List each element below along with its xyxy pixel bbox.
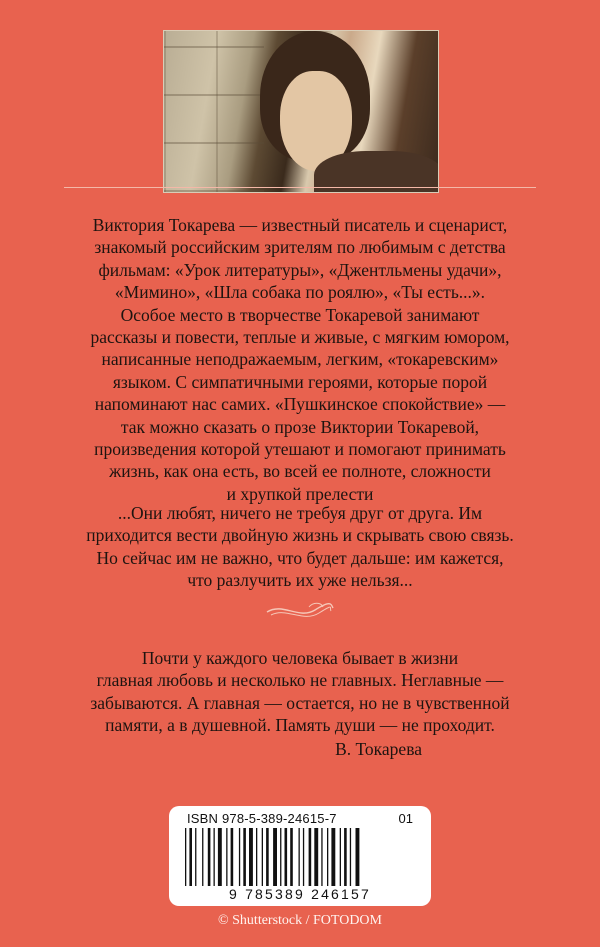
barcode-bars xyxy=(183,828,417,886)
barcode-bar xyxy=(290,828,293,886)
excerpt-line: приходится вести двойную жизнь и скрывать свою связь. xyxy=(86,525,514,546)
quote-line: Почти у каждого человека бывает в жизни xyxy=(141,648,459,668)
bio-line: напоминают нас самих. «Пушкинское спокойствие» — xyxy=(94,394,506,415)
barcode-bar xyxy=(249,828,253,886)
quote-paragraph xyxy=(64,647,536,737)
barcode-bar xyxy=(309,828,312,886)
barcode-bar xyxy=(340,828,341,886)
barcode-bar xyxy=(285,828,288,886)
photo-credit: © Shutterstock / FOTODOM xyxy=(218,913,382,928)
barcode-bar xyxy=(218,828,222,886)
excerpt-paragraph xyxy=(64,502,536,592)
bio-line: знакомый российским зрителям по любимым с детства xyxy=(94,237,506,258)
barcode-bar xyxy=(262,828,263,886)
bio-line: так можно сказать о прозе Виктории Токаревой, xyxy=(120,416,480,437)
bio-paragraph xyxy=(64,214,536,505)
barcode-bar xyxy=(273,828,277,886)
bio-line: и хрупкой прелести xyxy=(226,483,374,504)
author-signature: В. Токарева xyxy=(335,739,422,759)
barcode-bar xyxy=(202,828,203,886)
bio-line: написанные неподражаемым, легким, «токаревским» xyxy=(101,349,499,370)
quote-line: главная любовь и несколько не главных. Неглавные — xyxy=(96,670,504,691)
barcode-bar xyxy=(331,828,335,886)
barcode-bar xyxy=(208,828,211,886)
quote-line: забываются. А главная — остается, но не в чувственной xyxy=(90,692,510,713)
price-code: 01 xyxy=(398,811,413,826)
barcode-bar xyxy=(256,828,257,886)
bio-line: Особое место в творчестве Токаревой занимают xyxy=(120,304,480,325)
isbn-label: ISBN 978-5-389-24615-7 xyxy=(187,811,337,826)
barcode-bar xyxy=(214,828,215,886)
barcode-bar xyxy=(327,828,328,886)
barcode-bar xyxy=(189,828,192,886)
flourish-ornament-icon xyxy=(265,598,335,622)
bio-line: произведения которой утешают и помогают принимать xyxy=(94,439,506,460)
barcode-bar xyxy=(195,828,196,886)
bio-line: Виктория Токарева — известный писатель и сценарист, xyxy=(92,215,508,235)
barcode-bar xyxy=(226,828,227,886)
barcode-bar xyxy=(239,828,240,886)
barcode-bar xyxy=(185,828,186,886)
barcode-bar xyxy=(243,828,246,886)
bio-line: рассказы и повести, теплые и живые, с мягким юмором, xyxy=(90,327,510,348)
barcode-bar xyxy=(303,828,304,886)
bio-line: жизнь, как она есть, во всей ее полноте, сложности xyxy=(109,461,491,482)
barcode-digits: 9 785389 246157 xyxy=(229,886,371,902)
barcode-bar xyxy=(266,828,269,886)
barcode-bar xyxy=(356,828,360,886)
barcode-bar xyxy=(321,828,322,886)
bio-line: фильмам: «Урок литературы», «Джентльмены удачи», xyxy=(98,259,502,280)
excerpt-line: Но сейчас им не важно, что будет дальше: им кажется, xyxy=(96,547,504,568)
stone-wall xyxy=(164,31,264,192)
bio-line: «Мимино», «Шла собака по роялю», «Ты есть...». xyxy=(114,282,486,303)
author-photo xyxy=(163,30,439,193)
barcode-bar xyxy=(280,828,281,886)
barcode-bar xyxy=(350,828,351,886)
isbn-barcode xyxy=(169,806,431,906)
barcode-bar xyxy=(314,828,318,886)
bio-line: языком. С симпатичными героями, которые порой xyxy=(112,371,488,392)
barcode-bar xyxy=(299,828,300,886)
photo-divider xyxy=(64,187,536,188)
quote-line: памяти, а в душевной. Память души — не проходит. xyxy=(105,715,495,736)
excerpt-line: что разлучить их уже нельзя... xyxy=(187,570,413,591)
barcode-bar xyxy=(231,828,234,886)
excerpt-line: ...Они любят, ничего не требуя друг от друга. Им xyxy=(117,503,483,523)
barcode-bar xyxy=(344,828,347,886)
